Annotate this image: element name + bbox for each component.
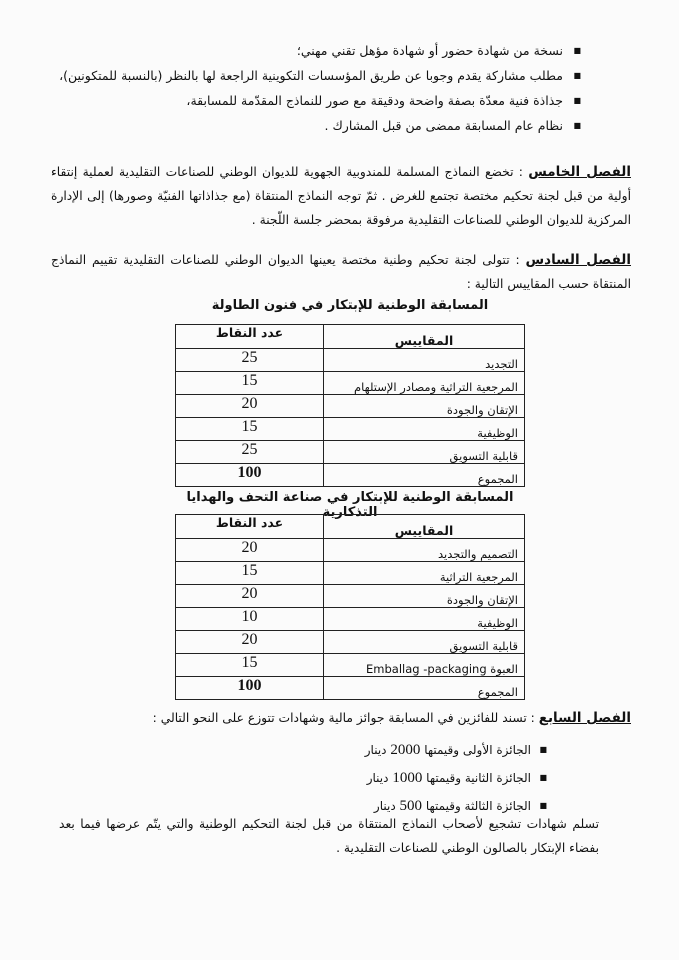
table-row — [176, 608, 525, 631]
points-cell: 25 — [176, 349, 324, 372]
criteria-cell: المجموع — [324, 677, 525, 700]
points-cell: 15 — [176, 418, 324, 441]
prize-currency: دينار — [366, 771, 389, 785]
col-points-header: عدد النقاط — [176, 325, 324, 349]
table2 — [175, 514, 525, 700]
prize-currency: دينار — [364, 743, 387, 757]
col-criteria-header: المقاييس — [324, 515, 525, 539]
prize-currency: دينار — [373, 799, 396, 813]
table-row-total — [176, 464, 525, 487]
table-row — [176, 395, 525, 418]
chapter5-text: : تخضع النماذج المسلمة للمندوبية الجهوية للديوان الوطني للصناعات التقليدية لعملية إنتقاء أولية من قبل لجنة تحكيم مختصة تجتمع للغرض . ثمّ توجه النماذج المنتقاة (مع جذاذاتها الفنيّة وصورها) إلى الإدارة المركزية للديوان الوطني للصناعات التقليدية مرفوقة بمحضر جلسة اللّجنة . — [51, 165, 631, 227]
chapter7-heading: الفصل السابع — [538, 710, 631, 726]
table1-title: المسابقة الوطنية للإبتكار في فنون الطاولة — [211, 298, 489, 313]
points-cell: 10 — [176, 608, 324, 631]
prize-label: الجائزة الثانية وقيمتها — [426, 771, 531, 785]
table-row — [176, 585, 525, 608]
points-cell: 20 — [176, 631, 324, 654]
table-row — [176, 631, 525, 654]
criteria-cell: المجموع — [324, 464, 525, 487]
chapter5-heading: الفصل الخامس — [528, 164, 631, 180]
criteria-cell: الإتقان والجودة — [324, 395, 525, 418]
table-row-total — [176, 677, 525, 700]
criteria-cell: الوظيفية — [324, 418, 525, 441]
list-item: ■ جذاذة فنية معدّة بصفة واضحة ودقيقة مع صور للنماذج المقدّمة للمسابقة، — [61, 88, 581, 113]
table-row — [176, 418, 525, 441]
prize-label: الجائزة الثالثة وقيمتها — [425, 799, 531, 813]
chapter7-paragraph — [51, 706, 631, 730]
table-row — [176, 539, 525, 562]
list-item: ■ نظام عام المسابقة ممضى من قبل المشارك . — [61, 113, 581, 138]
table-row — [176, 562, 525, 585]
points-cell: 25 — [176, 441, 324, 464]
table-row — [176, 654, 525, 677]
chapter6-paragraph — [51, 248, 631, 296]
col-criteria-header: المقاييس — [324, 325, 525, 349]
table1 — [175, 324, 525, 487]
closing-paragraph: تسلم شهادات تشجيع لأصحاب النماذج المنتقاة من قبل لجنة التحكيم الوطنية والتي يتّم عرضها فيما بعد بفضاء الإبتكار بالصالون الوطني للصناعات التقليدية . — [59, 817, 599, 855]
table-row — [176, 349, 525, 372]
conditions-list — [61, 38, 581, 138]
prizes-list — [127, 736, 547, 820]
criteria-cell: قابلية التسويق — [324, 441, 525, 464]
table-header-row — [176, 325, 525, 349]
criteria-cell: العبوة Emballag -packaging — [324, 654, 525, 677]
chapter6-heading: الفصل السادس — [525, 252, 631, 268]
prize-amount: 2000 — [390, 742, 421, 758]
chapter7-text: : تسند للفائزين في المسابقة جوائز مالية وشهادات تتوزع على النحو التالي : — [152, 711, 535, 725]
list-item: ■ نسخة من شهادة حضور أو شهادة مؤهل تقني مهني؛ — [61, 38, 581, 63]
criteria-cell: المرجعية التراثية ومصادر الإستلهام — [324, 372, 525, 395]
criteria-cell: التجديد — [324, 349, 525, 372]
points-cell: 15 — [176, 372, 324, 395]
table2-title: المسابقة الوطنية للإبتكار في صناعة التحف والهدايا التذكارية — [186, 490, 514, 520]
prize-label: الجائزة الأولى وقيمتها — [424, 743, 531, 757]
list-item: ■ مطلب مشاركة يقدم وجوبا عن طريق المؤسسات التكوينية الراجعة لها بالنظر (بالنسبة للمتكونين)، — [61, 63, 581, 88]
table-row — [176, 441, 525, 464]
list-item — [127, 764, 547, 792]
criteria-cell: التصميم والتجديد — [324, 539, 525, 562]
criteria-cell: المرجعية التراثية — [324, 562, 525, 585]
chapter6-text: : تتولى لجنة تحكيم وطنية مختصة يعينها الديوان الوطني للصناعات التقليدية تقييم النماذج المنتقاة حسب المقاييس التالية : — [51, 253, 631, 291]
table-row — [176, 372, 525, 395]
col-points-header: عدد النقاط — [176, 515, 324, 539]
prize-amount: 1000 — [392, 770, 423, 786]
points-cell: 100 — [176, 677, 324, 700]
table-header-row — [176, 515, 525, 539]
points-cell: 20 — [176, 395, 324, 418]
points-cell: 15 — [176, 562, 324, 585]
criteria-cell: قابلية التسويق — [324, 631, 525, 654]
points-cell: 100 — [176, 464, 324, 487]
criteria-cell: الوظيفية — [324, 608, 525, 631]
chapter5-paragraph — [51, 160, 631, 232]
criteria-cell: الإتقان والجودة — [324, 585, 525, 608]
points-cell: 20 — [176, 539, 324, 562]
prize-amount: 500 — [399, 798, 423, 814]
list-item — [127, 736, 547, 764]
points-cell: 20 — [176, 585, 324, 608]
points-cell: 15 — [176, 654, 324, 677]
